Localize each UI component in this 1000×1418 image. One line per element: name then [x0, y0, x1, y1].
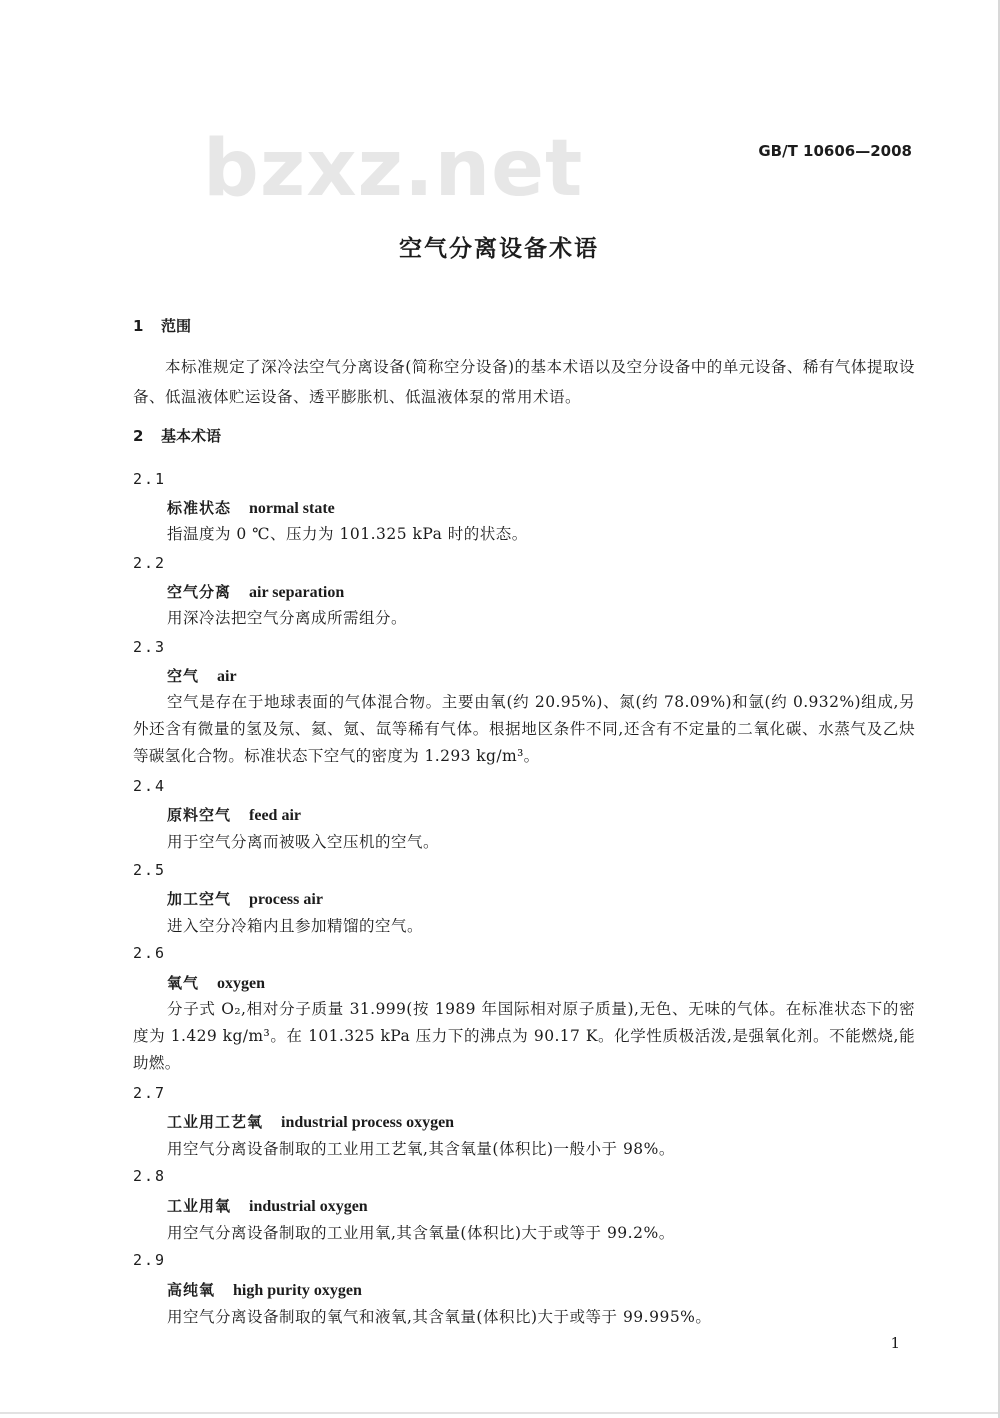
term-name	[167, 1279, 362, 1300]
page-number: 1	[890, 1334, 900, 1352]
term-definition: 进入空分冷箱内且参加精馏的空气。	[167, 917, 424, 935]
term-name-zh: 标准状态	[167, 499, 232, 517]
term-number: 2.4	[133, 777, 167, 795]
term-name-en: air separation	[249, 584, 345, 601]
term-name	[167, 804, 301, 825]
term-number: 2.3	[133, 638, 167, 656]
term-name-zh: 空气分离	[167, 583, 232, 601]
term-name-zh: 工业用工艺氧	[167, 1113, 264, 1131]
term-name-zh: 空气	[167, 667, 200, 685]
section-heading-scope	[133, 312, 915, 340]
scope-paragraph: 本标准规定了深冷法空气分离设备(简称空分设备)的基本术语以及空分设备中的单元设备、稀有气体提取设备、低温液体贮运设备、透平膨胀机、低温液体泵的常用术语。	[133, 358, 915, 406]
term-name-en: industrial process oxygen	[281, 1114, 455, 1131]
term-name-zh: 原料空气	[167, 806, 232, 824]
term-number: 2.8	[133, 1167, 167, 1185]
watermark: bzxz.net	[203, 124, 584, 214]
section-heading-basic-terms	[133, 422, 915, 450]
term-number: 2.6	[133, 944, 167, 962]
standard-code: GB/T 10606—2008	[758, 142, 912, 160]
term-definition: 空气是存在于地球表面的气体混合物。主要由氧(约 20.95%)、氮(约 78.09%)和氩(约 0.932%)组成,另外还含有微量的氢及氖、氦、氪、氙等稀有气体。根据地区条件不同,还含有不定量的二氧化碳、水蒸气及乙炔等碳氢化合物。标准状态下空气的密度为 1.293 kg/m³。	[133, 693, 915, 765]
term-name-en: normal state	[249, 500, 335, 517]
term-name-zh: 工业用氧	[167, 1197, 232, 1215]
term-definition: 用深冷法把空气分离成所需组分。	[167, 609, 408, 627]
section-title: 范围	[161, 317, 192, 335]
term-name	[167, 1195, 368, 1216]
term-name	[167, 888, 323, 909]
page-edge	[0, 1412, 998, 1414]
section-number: 2	[133, 427, 144, 445]
term-definition: 用空气分离设备制取的氧气和液氧,其含氧量(体积比)大于或等于 99.995%。	[167, 1308, 712, 1326]
term-name-zh: 高纯氧	[167, 1281, 216, 1299]
section-title: 基本术语	[161, 427, 222, 445]
term-name	[167, 665, 237, 686]
term-name	[167, 1111, 454, 1132]
document-title: 空气分离设备术语	[399, 236, 599, 262]
term-number: 2.5	[133, 861, 167, 879]
term-definition: 用空气分离设备制取的工业用工艺氧,其含氧量(体积比)一般小于 98%。	[167, 1140, 675, 1158]
term-definition: 分子式 O₂,相对分子质量 31.999(按 1989 年国际相对原子质量),无色、无味的气体。在标准状态下的密度为 1.429 kg/m³。在 101.325 kPa 压力下的沸点为 90.17 K。化学性质极活泼,是强氧化剂。不能燃烧,能助燃。	[133, 1000, 915, 1072]
term-definition: 用空气分离设备制取的工业用氧,其含氧量(体积比)大于或等于 99.2%。	[167, 1224, 675, 1242]
term-definition: 指温度为 0 ℃、压力为 101.325 kPa 时的状态。	[167, 525, 528, 543]
term-definition: 用于空气分离而被吸入空压机的空气。	[167, 833, 440, 851]
term-name-en: air	[217, 668, 237, 685]
term-name-en: process air	[249, 891, 323, 908]
section-number: 1	[133, 317, 144, 335]
term-name-en: industrial oxygen	[249, 1198, 368, 1215]
term-name-en: high purity oxygen	[233, 1282, 362, 1299]
term-number: 2.9	[133, 1251, 167, 1269]
term-name-zh: 加工空气	[167, 890, 232, 908]
term-name	[167, 972, 265, 993]
term-name	[167, 581, 344, 602]
term-name-zh: 氧气	[167, 974, 200, 992]
term-number: 2.1	[133, 470, 167, 488]
term-name	[167, 497, 335, 518]
term-name-en: oxygen	[217, 975, 266, 992]
term-number: 2.7	[133, 1084, 167, 1102]
term-number: 2.2	[133, 554, 167, 572]
term-name-en: feed air	[249, 807, 301, 824]
